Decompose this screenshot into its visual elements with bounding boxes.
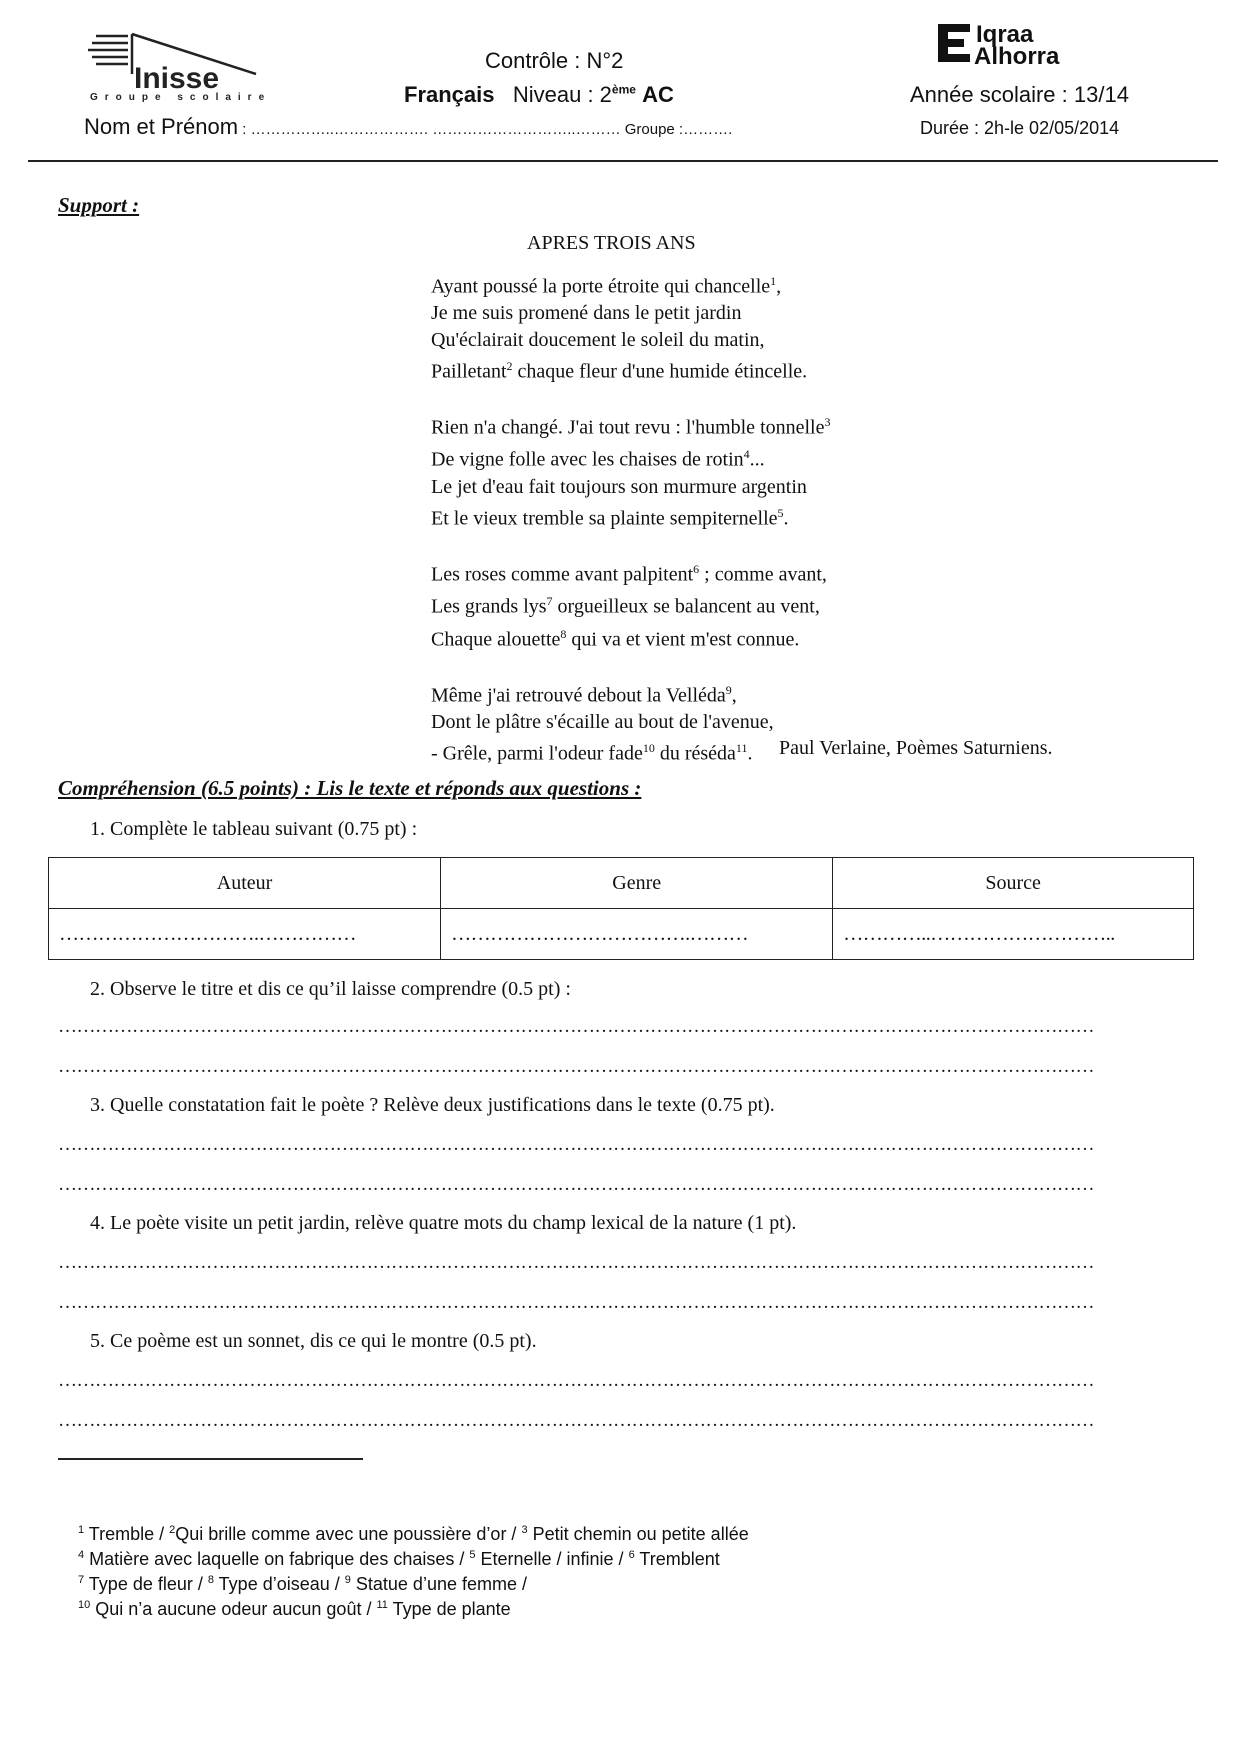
stanza-1 (431, 268, 831, 385)
duration-date: Durée : 2h-le 02/05/2014 (920, 118, 1120, 138)
poem-line: Les grands lys$^7$ orgueilleux se balancent au vent, (431, 594, 820, 619)
control-number: Contrôle : N°2 (485, 48, 624, 73)
name-label: Nom et Prénom (84, 114, 239, 139)
footnote-line-3: $^7$ Type de fleur / $^8$ Type d’oiseau / $^9$ Statue d’une femme / (78, 1574, 527, 1594)
school-logo-inisse (88, 30, 298, 102)
answer-table (48, 857, 1194, 960)
poem-line: Les roses comme avant palpitent$^6$ ; comme avant, (431, 562, 827, 586)
footnote-line-1: $^1$ Tremble / $^2$Qui brille comme avec une poussière d’or / $^3$ Petit chemin ou petite allée (78, 1524, 749, 1544)
poem-line: Chaque alouette$^8$ qui va et vient m'est connue. (431, 626, 800, 651)
footnote-line-2: $^4$ Matière avec laquelle on fabrique des chaises / $^5$ Eternelle / infinie / $^6$ Tremblent (78, 1549, 720, 1569)
poem-line: Ayant poussé la porte étroite qui chancelle$^1$, (431, 274, 782, 298)
poem-title: APRES TROIS ANS (527, 232, 696, 254)
answer-line[interactable]: …………………………………………………………………………………………………………………………………………………… (58, 1056, 1094, 1077)
level-suffix: AC (642, 82, 674, 107)
level-sup: ème (611, 82, 636, 97)
stanza-3 (431, 556, 831, 652)
school-logo-iqraa (938, 20, 1138, 72)
cell-genre-input[interactable]: ……………………………….……… (441, 909, 833, 960)
poem-line: Le jet d'eau fait toujours son murmure argentin (431, 475, 807, 498)
logo-right-line2: Alhorra (974, 43, 1060, 70)
poem-line: Pailletant$^2$ chaque fleur d'une humide étincelle. (431, 359, 808, 383)
poem-line: Dont le plâtre s'écaille au bout de l'avenue, (431, 710, 774, 733)
cell-source-input[interactable]: …………..……………………….. (833, 909, 1194, 960)
header-divider (28, 160, 1218, 162)
poem (431, 268, 831, 792)
table-answer-row (49, 909, 1194, 960)
table-header-row (49, 858, 1194, 909)
poem-line: Qu'éclairait doucement le soleil du matin, (431, 328, 765, 351)
school-year: Année scolaire : 13/14 (910, 82, 1129, 107)
poem-line: Rien n'a changé. J'ai tout revu : l'humble tonnelle$^3$ (431, 415, 831, 439)
question-4: 4. Le poète visite un petit jardin, relève quatre mots du champ lexical de la nature (1 pt). (90, 1212, 797, 1234)
logo-left-subtext: Groupe scolaire (90, 92, 272, 102)
logo-left-text: Inisse (134, 62, 220, 95)
poem-line: Je me suis promené dans le petit jardin (431, 302, 742, 325)
answer-line[interactable]: …………………………………………………………………………………………………………………………………………………… (58, 1292, 1094, 1313)
header-auteur: Auteur (49, 858, 441, 909)
cell-auteur-input[interactable]: ………………………….…………… (49, 909, 441, 960)
stanza-2 (431, 409, 831, 532)
answer-line[interactable]: …………………………………………………………………………………………………………………………………………………… (58, 1016, 1094, 1037)
logo-right-line1: Iqraa (976, 21, 1034, 48)
poem-line: - Grêle, parmi l'odeur fade$^{10}$ du réséda$^{11}$. (431, 741, 753, 766)
poem-line: Même j'ai retrouvé debout la Velléda$^9$, (431, 682, 737, 707)
subject-level (404, 82, 674, 108)
question-5: 5. Ce poème est un sonnet, dis ce qui le montre (0.5 pt). (90, 1330, 537, 1352)
answer-line[interactable]: …………………………………………………………………………………………………………………………………………………… (58, 1252, 1094, 1273)
question-3: 3. Quelle constatation fait le poète ? Relève deux justifications dans le texte (0.75 pt). (90, 1094, 775, 1116)
name-fill: : ……………..………………. ………………………..……… Groupe :………. (238, 121, 733, 138)
answer-line[interactable]: …………………………………………………………………………………………………………………………………………………… (58, 1410, 1094, 1431)
subject: Français (404, 82, 495, 107)
comprehension-heading: Compréhension (6.5 points) : Lis le texte et réponds aux questions : (58, 776, 642, 800)
level-prefix: Niveau : 2 (512, 82, 612, 107)
support-heading: Support : (58, 193, 140, 217)
stanza-4 (431, 677, 831, 768)
footnote-line-4: $^{10}$ Qui n’a aucune odeur aucun goût / $^{11}$ Type de plante (78, 1599, 511, 1619)
footnote-divider (58, 1458, 363, 1460)
poem-line: De vigne folle avec les chaises de rotin$^4$... (431, 447, 765, 472)
question-1: 1. Complète le tableau suivant (0.75 pt) : (90, 818, 418, 840)
question-2: 2. Observe le titre et dis ce qu’il laisse comprendre (0.5 pt) : (90, 978, 571, 1000)
answer-line[interactable]: …………………………………………………………………………………………………………………………………………………… (58, 1174, 1094, 1195)
poem-attribution: Paul Verlaine, Poèmes Saturniens. (779, 737, 1053, 759)
answer-line[interactable]: …………………………………………………………………………………………………………………………………………………… (58, 1370, 1094, 1391)
header-source: Source (833, 858, 1194, 909)
name-line (84, 114, 732, 140)
answer-line[interactable]: …………………………………………………………………………………………………………………………………………………… (58, 1134, 1094, 1155)
poem-line: Et le vieux tremble sa plainte sempiternelle$^5$. (431, 506, 789, 530)
header-genre: Genre (441, 858, 833, 909)
